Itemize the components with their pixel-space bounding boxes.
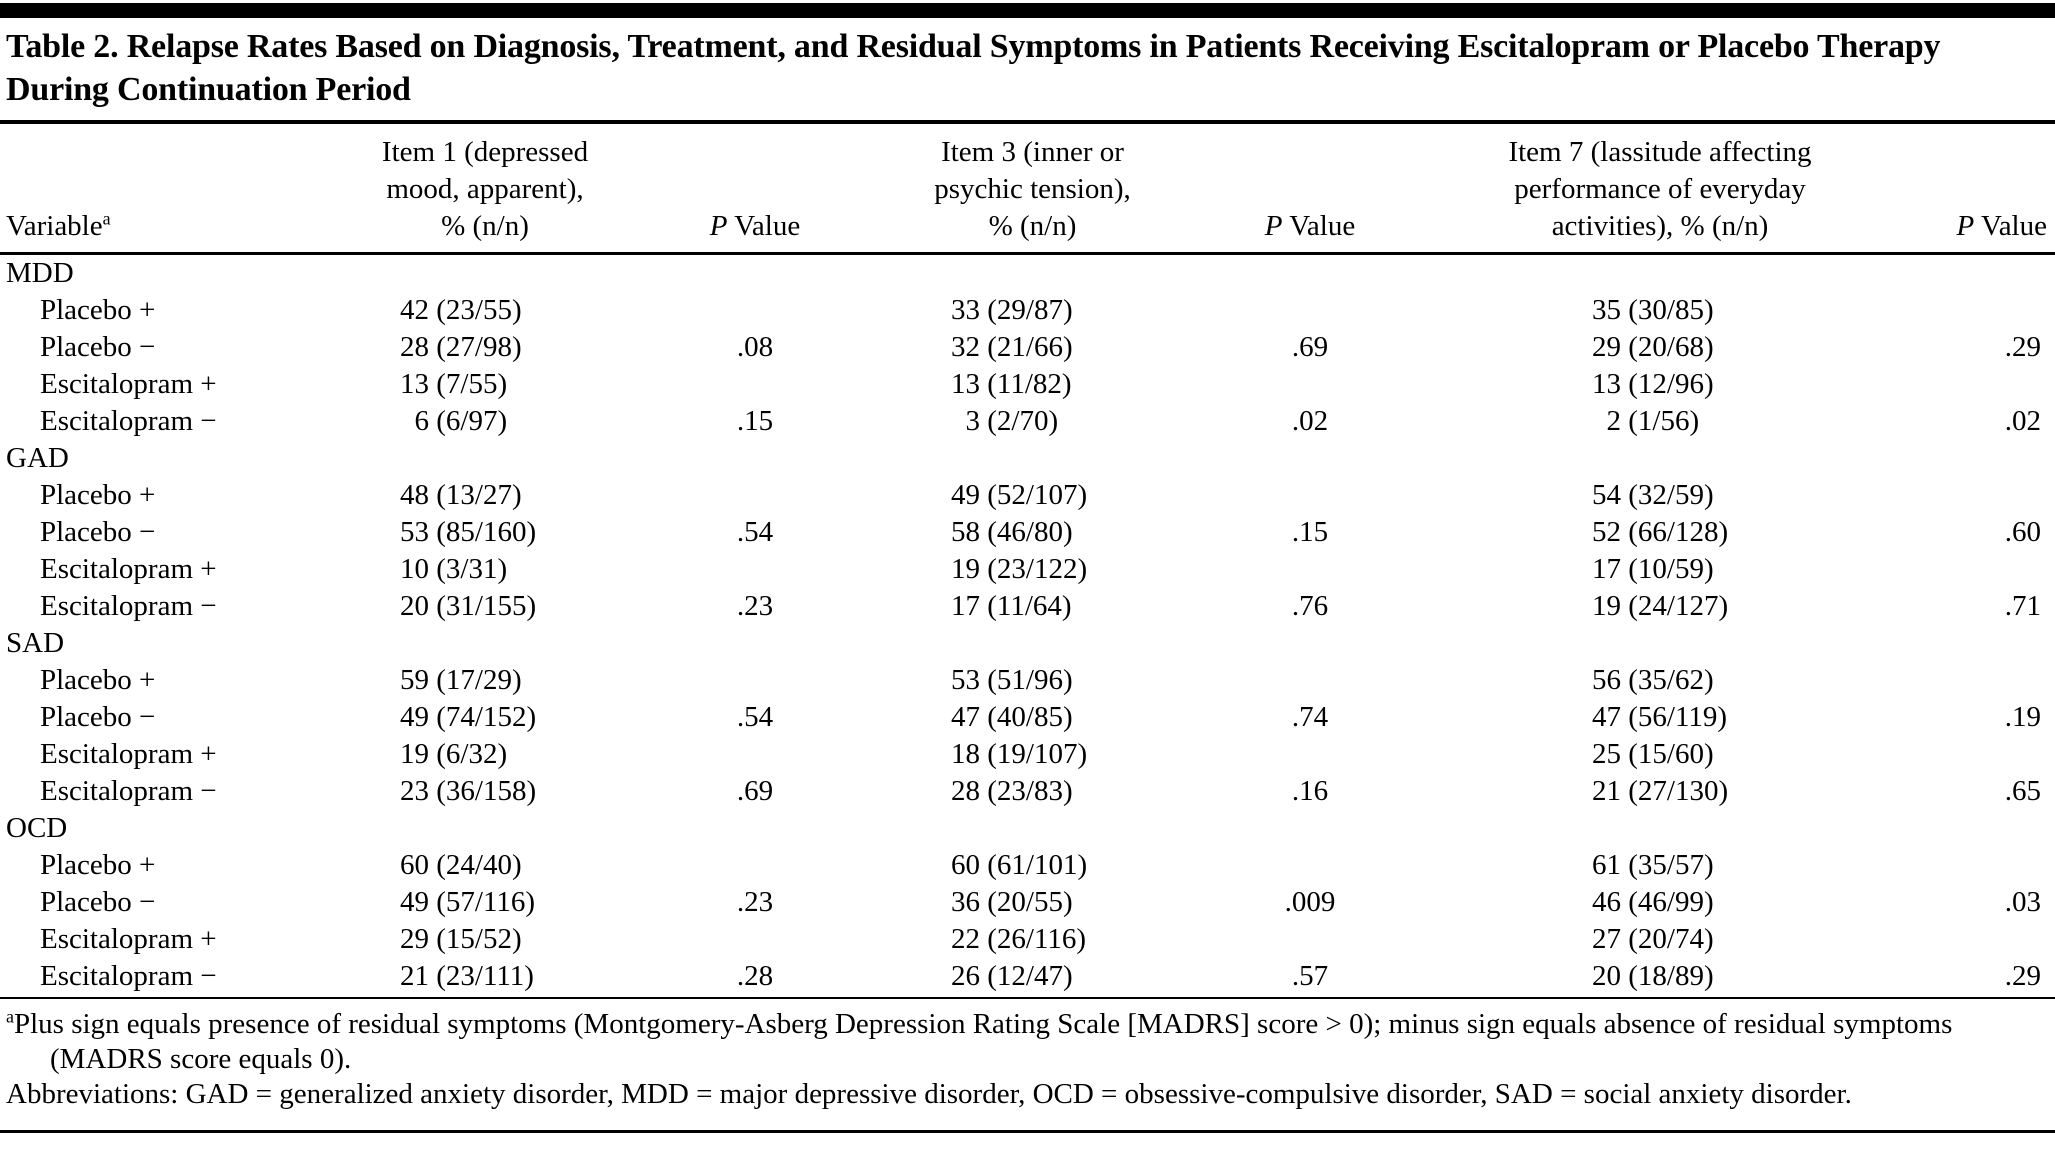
pvalue-cell bbox=[620, 736, 890, 773]
variable-label: Escitalopram + bbox=[40, 367, 217, 400]
value-cell: 42 (23/55) bbox=[400, 293, 522, 326]
value-cell: 6 (6/97) bbox=[414, 404, 508, 437]
table-row bbox=[0, 588, 2055, 625]
value-cell: 20 (31/155) bbox=[400, 589, 537, 622]
pvalue-cell: .29 bbox=[2004, 330, 2041, 363]
value-cell: 59 (17/29) bbox=[400, 663, 522, 696]
pvalue-cell bbox=[620, 551, 890, 588]
value-cell: 49 (74/152) bbox=[400, 700, 537, 733]
value-cell: 53 (85/160) bbox=[400, 515, 537, 548]
value-cell: 47 (56/119) bbox=[1592, 700, 1728, 733]
table-header bbox=[0, 124, 2055, 254]
value-cell: 19 (6/32) bbox=[400, 737, 508, 770]
pvalue-cell bbox=[1175, 292, 1445, 329]
value-cell: 58 (46/80) bbox=[951, 515, 1073, 548]
table-row bbox=[0, 514, 2055, 551]
pvalue-cell bbox=[620, 847, 890, 884]
value-cell: 36 (20/55) bbox=[951, 885, 1073, 918]
value-cell: 21 (27/130) bbox=[1592, 774, 1729, 807]
value-cell: 19 (23/122) bbox=[951, 552, 1088, 585]
variable-label: Escitalopram − bbox=[40, 959, 217, 992]
pvalue-cell bbox=[1875, 477, 2055, 514]
pvalue-cell bbox=[1875, 847, 2055, 884]
pvalue-cell: .16 bbox=[1291, 774, 1329, 807]
group-row bbox=[0, 625, 2055, 662]
pvalue-cell: .69 bbox=[736, 774, 774, 807]
value-cell: 53 (51/96) bbox=[951, 663, 1073, 696]
value-cell: 32 (21/66) bbox=[951, 330, 1073, 363]
table-row bbox=[0, 366, 2055, 403]
pvalue-cell bbox=[1875, 662, 2055, 699]
pvalue-cell: .54 bbox=[736, 700, 774, 733]
value-cell: 22 (26/116) bbox=[951, 922, 1087, 955]
group-label: MDD bbox=[6, 256, 74, 289]
pvalue-cell bbox=[1875, 736, 2055, 773]
value-cell: 18 (19/107) bbox=[951, 737, 1088, 770]
column-header-pvalue: P Value bbox=[1875, 124, 2055, 254]
value-cell: 13 (12/96) bbox=[1592, 367, 1714, 400]
value-cell: 52 (66/128) bbox=[1592, 515, 1729, 548]
value-cell: 28 (23/83) bbox=[951, 774, 1073, 807]
footnote: $^a$Plus sign equals presence of residual symptoms (Montgomery-Asberg Depression Rating Scale [MADRS] score > 0); minus sign equals absence of residual symptoms (MADRS score equals 0). bbox=[6, 1006, 1953, 1076]
pvalue-cell bbox=[1175, 366, 1445, 403]
pvalue-cell: .02 bbox=[2004, 404, 2041, 437]
value-cell: 10 (3/31) bbox=[400, 552, 508, 585]
pvalue-cell: .57 bbox=[1291, 959, 1329, 992]
table-body bbox=[0, 253, 2055, 995]
pvalue-cell: .60 bbox=[2004, 515, 2041, 548]
value-cell: 2 (1/56) bbox=[1606, 404, 1700, 437]
column-header-item: Item 3 (inner or psychic tension), % (n/n) bbox=[890, 124, 1175, 254]
pvalue-cell: .19 bbox=[2004, 700, 2041, 733]
pvalue-cell bbox=[1175, 477, 1445, 514]
value-cell: 60 (24/40) bbox=[400, 848, 522, 881]
value-cell: 26 (12/47) bbox=[951, 959, 1073, 992]
pvalue-cell: .28 bbox=[736, 959, 774, 992]
variable-label: Placebo + bbox=[40, 663, 156, 696]
table-top-rule bbox=[0, 3, 2055, 18]
value-cell: 33 (29/87) bbox=[951, 293, 1073, 326]
table-row bbox=[0, 551, 2055, 588]
table-row bbox=[0, 329, 2055, 366]
pvalue-cell: .65 bbox=[2004, 774, 2041, 807]
variable-label: Placebo + bbox=[40, 293, 156, 326]
value-cell: 17 (11/64) bbox=[951, 589, 1072, 622]
value-cell: 21 (23/111) bbox=[400, 959, 534, 992]
pvalue-cell: .08 bbox=[736, 330, 774, 363]
pvalue-cell: .15 bbox=[1291, 515, 1329, 548]
pvalue-cell: .69 bbox=[1291, 330, 1329, 363]
value-cell: 29 (15/52) bbox=[400, 922, 522, 955]
variable-label: Escitalopram + bbox=[40, 922, 217, 955]
pvalue-cell bbox=[1175, 847, 1445, 884]
value-cell: 48 (13/27) bbox=[400, 478, 522, 511]
pvalue-cell bbox=[620, 477, 890, 514]
variable-label: Escitalopram − bbox=[40, 589, 217, 622]
value-cell: 23 (36/158) bbox=[400, 774, 537, 807]
variable-label: Placebo + bbox=[40, 478, 156, 511]
pvalue-cell: .009 bbox=[1284, 885, 1336, 918]
table-title: Table 2. Relapse Rates Based on Diagnosis, Treatment, and Residual Symptoms in Patients Receiving Escitalopram or Placebo Therapy During Continuation Period bbox=[0, 26, 2055, 124]
table-row bbox=[0, 699, 2055, 736]
value-cell: 61 (35/57) bbox=[1592, 848, 1714, 881]
value-cell: 19 (24/127) bbox=[1592, 589, 1729, 622]
table-row bbox=[0, 773, 2055, 810]
group-label: OCD bbox=[6, 811, 68, 844]
pvalue-cell bbox=[1875, 292, 2055, 329]
value-cell: 25 (15/60) bbox=[1592, 737, 1714, 770]
table-row bbox=[0, 477, 2055, 514]
value-cell: 56 (35/62) bbox=[1592, 663, 1714, 696]
table-row bbox=[0, 921, 2055, 958]
value-cell: 13 (11/82) bbox=[951, 367, 1072, 400]
pvalue-cell: .54 bbox=[736, 515, 774, 548]
group-label: GAD bbox=[6, 441, 69, 474]
value-cell: 60 (61/101) bbox=[951, 848, 1088, 881]
pvalue-cell bbox=[1175, 921, 1445, 958]
value-cell: 47 (40/85) bbox=[951, 700, 1073, 733]
variable-label: Placebo + bbox=[40, 848, 156, 881]
variable-label: Escitalopram + bbox=[40, 552, 217, 585]
pvalue-cell bbox=[1175, 551, 1445, 588]
footnote: Abbreviations: GAD = generalized anxiety disorder, MDD = major depressive disorder, OCD = obsessive-compulsive disorder, SAD = social anxiety disorder. bbox=[6, 1078, 1852, 1111]
column-header-item: Item 7 (lassitude affecting performance of everyday activities), % (n/n) bbox=[1445, 124, 1875, 254]
pvalue-cell: .23 bbox=[736, 885, 774, 918]
pvalue-cell bbox=[1875, 551, 2055, 588]
header-row bbox=[0, 124, 2055, 254]
value-cell: 49 (57/116) bbox=[400, 885, 536, 918]
value-cell: 29 (20/68) bbox=[1592, 330, 1714, 363]
column-header-variable: Variable$^a$ bbox=[0, 124, 350, 254]
pvalue-cell bbox=[620, 366, 890, 403]
pvalue-cell: .29 bbox=[2004, 959, 2041, 992]
column-header-pvalue: P Value bbox=[1175, 124, 1445, 254]
variable-label: Escitalopram − bbox=[40, 774, 217, 807]
value-cell: 35 (30/85) bbox=[1592, 293, 1714, 326]
table-footnotes bbox=[0, 997, 2055, 1124]
pvalue-cell bbox=[620, 921, 890, 958]
pvalue-cell: .71 bbox=[2004, 589, 2041, 622]
pvalue-cell: .02 bbox=[1291, 404, 1329, 437]
group-row bbox=[0, 440, 2055, 477]
variable-label: Placebo − bbox=[40, 330, 156, 363]
column-header-item: Item 1 (depressed mood, apparent), % (n/n) bbox=[350, 124, 620, 254]
value-cell: 20 (18/89) bbox=[1592, 959, 1714, 992]
pvalue-cell bbox=[1875, 921, 2055, 958]
variable-label: Escitalopram − bbox=[40, 404, 217, 437]
column-header-pvalue: P Value bbox=[620, 124, 890, 254]
value-cell: 46 (46/99) bbox=[1592, 885, 1714, 918]
table-row bbox=[0, 662, 2055, 699]
pvalue-cell: .03 bbox=[2004, 885, 2041, 918]
table-row bbox=[0, 736, 2055, 773]
value-cell: 17 (10/59) bbox=[1592, 552, 1714, 585]
table-bottom-rule bbox=[0, 1130, 2055, 1133]
pvalue-cell: .15 bbox=[736, 404, 774, 437]
table-row bbox=[0, 847, 2055, 884]
value-cell: 49 (52/107) bbox=[951, 478, 1088, 511]
variable-label: Placebo − bbox=[40, 700, 156, 733]
table-row bbox=[0, 403, 2055, 440]
group-row bbox=[0, 810, 2055, 847]
pvalue-cell bbox=[620, 292, 890, 329]
value-cell: 54 (32/59) bbox=[1592, 478, 1714, 511]
value-cell: 27 (20/74) bbox=[1592, 922, 1714, 955]
value-cell: 3 (2/70) bbox=[965, 404, 1059, 437]
variable-label: Escitalopram + bbox=[40, 737, 217, 770]
group-label: SAD bbox=[6, 626, 65, 659]
value-cell: 28 (27/98) bbox=[400, 330, 522, 363]
variable-label: Placebo − bbox=[40, 885, 156, 918]
pvalue-cell: .74 bbox=[1291, 700, 1329, 733]
pvalue-cell bbox=[1875, 366, 2055, 403]
pvalue-cell: .76 bbox=[1291, 589, 1329, 622]
table-row bbox=[0, 884, 2055, 921]
pvalue-cell bbox=[1175, 736, 1445, 773]
value-cell: 13 (7/55) bbox=[400, 367, 508, 400]
relapse-rates-table bbox=[0, 124, 2055, 995]
table-row bbox=[0, 958, 2055, 995]
pvalue-cell: .23 bbox=[736, 589, 774, 622]
group-row bbox=[0, 253, 2055, 292]
variable-label: Placebo − bbox=[40, 515, 156, 548]
pvalue-cell bbox=[1175, 662, 1445, 699]
pvalue-cell bbox=[620, 662, 890, 699]
table-row bbox=[0, 292, 2055, 329]
